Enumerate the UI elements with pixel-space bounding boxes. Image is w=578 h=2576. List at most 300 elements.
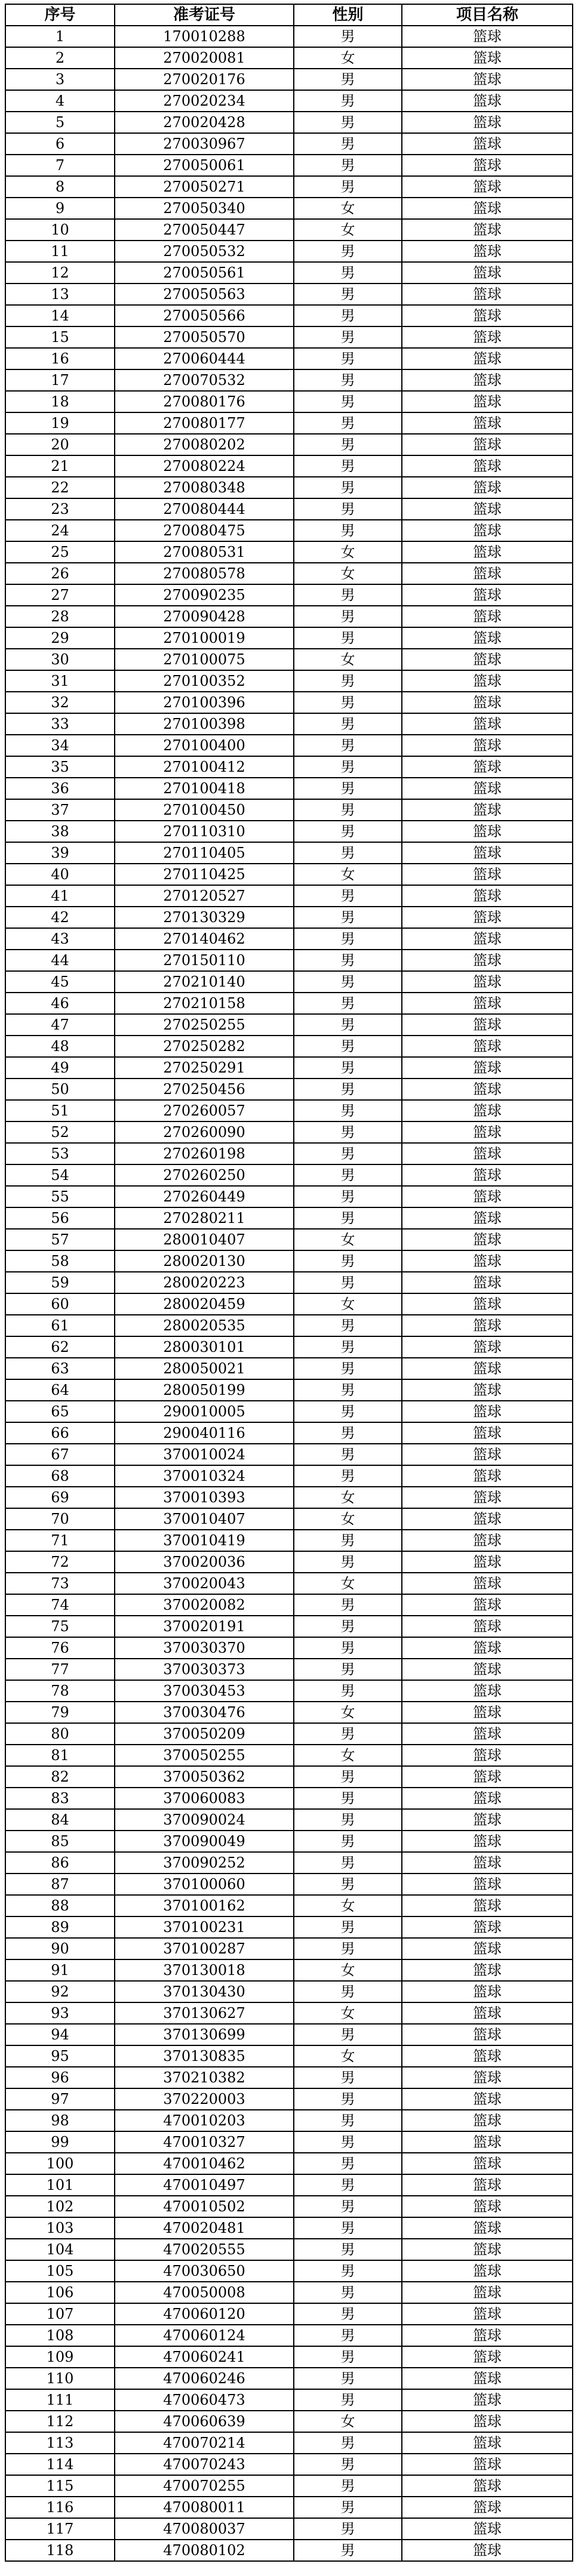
table-row xyxy=(5,2303,573,2325)
cell-gender: 男 xyxy=(294,2217,402,2239)
cell-exam-id: 470030650 xyxy=(115,2260,294,2282)
cell-exam-id: 270100396 xyxy=(115,692,294,713)
cell-gender: 男 xyxy=(294,1723,402,1745)
cell-gender: 女 xyxy=(294,1959,402,1981)
header-event: 项目名称 xyxy=(402,4,573,26)
table-row xyxy=(5,262,573,284)
cell-gender: 男 xyxy=(294,2239,402,2260)
cell-exam-id: 470010502 xyxy=(115,2196,294,2217)
cell-gender: 男 xyxy=(294,477,402,498)
cell-exam-id: 270110425 xyxy=(115,864,294,885)
cell-exam-id: 470080037 xyxy=(115,2518,294,2540)
cell-gender: 男 xyxy=(294,993,402,1014)
cell-exam-id: 370210382 xyxy=(115,2067,294,2088)
cell-event: 篮球 xyxy=(402,1100,573,1121)
cell-seq: 77 xyxy=(5,1659,115,1680)
cell-exam-id: 470060124 xyxy=(115,2325,294,2346)
cell-exam-id: 370130699 xyxy=(115,2024,294,2045)
cell-exam-id: 370010407 xyxy=(115,1508,294,1530)
table-row xyxy=(5,1207,573,1229)
cell-seq: 44 xyxy=(5,950,115,971)
cell-exam-id: 270210158 xyxy=(115,993,294,1014)
cell-exam-id: 370020036 xyxy=(115,1551,294,1573)
cell-gender: 男 xyxy=(294,627,402,649)
cell-exam-id: 370130627 xyxy=(115,2002,294,2024)
cell-event: 篮球 xyxy=(402,477,573,498)
cell-exam-id: 280020535 xyxy=(115,1315,294,1336)
cell-exam-id: 270120527 xyxy=(115,885,294,907)
cell-seq: 113 xyxy=(5,2432,115,2454)
cell-seq: 15 xyxy=(5,326,115,348)
cell-event: 篮球 xyxy=(402,369,573,391)
cell-exam-id: 270080202 xyxy=(115,434,294,455)
cell-exam-id: 470060639 xyxy=(115,2411,294,2432)
table-row xyxy=(5,2088,573,2110)
cell-seq: 94 xyxy=(5,2024,115,2045)
cell-seq: 68 xyxy=(5,1465,115,1487)
cell-exam-id: 370100287 xyxy=(115,1938,294,1959)
table-row xyxy=(5,1530,573,1551)
table-row xyxy=(5,2174,573,2196)
table-row xyxy=(5,90,573,112)
cell-gender: 男 xyxy=(294,1680,402,1702)
table-row xyxy=(5,864,573,885)
cell-exam-id: 270080578 xyxy=(115,563,294,584)
cell-gender: 男 xyxy=(294,176,402,198)
cell-exam-id: 470060241 xyxy=(115,2346,294,2368)
cell-event: 篮球 xyxy=(402,69,573,90)
cell-gender: 男 xyxy=(294,1250,402,1272)
table-row xyxy=(5,1272,573,1293)
cell-seq: 14 xyxy=(5,305,115,326)
cell-exam-id: 270030967 xyxy=(115,133,294,155)
cell-seq: 3 xyxy=(5,69,115,90)
table-row xyxy=(5,1100,573,1121)
table-row xyxy=(5,1186,573,1207)
cell-gender: 男 xyxy=(294,670,402,692)
cell-seq: 72 xyxy=(5,1551,115,1573)
cell-seq: 25 xyxy=(5,541,115,563)
cell-seq: 103 xyxy=(5,2217,115,2239)
cell-gender: 男 xyxy=(294,1272,402,1293)
cell-exam-id: 270090235 xyxy=(115,584,294,606)
cell-exam-id: 470070255 xyxy=(115,2475,294,2497)
cell-seq: 117 xyxy=(5,2518,115,2540)
cell-exam-id: 270250291 xyxy=(115,1057,294,1079)
cell-gender: 女 xyxy=(294,864,402,885)
cell-event: 篮球 xyxy=(402,1895,573,1916)
cell-exam-id: 270050570 xyxy=(115,326,294,348)
table-row xyxy=(5,1336,573,1358)
cell-exam-id: 280020459 xyxy=(115,1293,294,1315)
cell-gender: 男 xyxy=(294,1788,402,1809)
cell-exam-id: 470020555 xyxy=(115,2239,294,2260)
table-row xyxy=(5,434,573,455)
table-row xyxy=(5,713,573,735)
table-row xyxy=(5,928,573,950)
cell-event: 篮球 xyxy=(402,26,573,47)
roster-table xyxy=(5,4,573,2562)
table-row xyxy=(5,326,573,348)
cell-event: 篮球 xyxy=(402,1637,573,1659)
cell-event: 篮球 xyxy=(402,2497,573,2518)
cell-exam-id: 270100352 xyxy=(115,670,294,692)
cell-exam-id: 270100400 xyxy=(115,735,294,756)
cell-gender: 男 xyxy=(294,928,402,950)
cell-gender: 男 xyxy=(294,1551,402,1573)
cell-event: 篮球 xyxy=(402,735,573,756)
table-row xyxy=(5,649,573,670)
cell-exam-id: 270250456 xyxy=(115,1079,294,1100)
cell-seq: 74 xyxy=(5,1594,115,1616)
cell-seq: 106 xyxy=(5,2282,115,2303)
cell-event: 篮球 xyxy=(402,2067,573,2088)
cell-seq: 87 xyxy=(5,1874,115,1895)
cell-exam-id: 270080224 xyxy=(115,455,294,477)
cell-event: 篮球 xyxy=(402,670,573,692)
cell-event: 篮球 xyxy=(402,950,573,971)
cell-gender: 男 xyxy=(294,1530,402,1551)
cell-event: 篮球 xyxy=(402,1207,573,1229)
cell-seq: 38 xyxy=(5,821,115,842)
cell-exam-id: 280020130 xyxy=(115,1250,294,1272)
cell-event: 篮球 xyxy=(402,864,573,885)
cell-seq: 73 xyxy=(5,1573,115,1594)
table-row xyxy=(5,1014,573,1036)
table-row xyxy=(5,112,573,133)
cell-exam-id: 370030370 xyxy=(115,1637,294,1659)
cell-exam-id: 370010419 xyxy=(115,1530,294,1551)
cell-event: 篮球 xyxy=(402,1809,573,1831)
cell-event: 篮球 xyxy=(402,455,573,477)
table-row xyxy=(5,2217,573,2239)
table-row xyxy=(5,1874,573,1895)
table-row xyxy=(5,2131,573,2153)
cell-exam-id: 270260198 xyxy=(115,1143,294,1164)
cell-exam-id: 270260250 xyxy=(115,1164,294,1186)
table-row xyxy=(5,2475,573,2497)
cell-exam-id: 470070214 xyxy=(115,2432,294,2454)
cell-exam-id: 270050561 xyxy=(115,262,294,284)
cell-seq: 93 xyxy=(5,2002,115,2024)
cell-exam-id: 270100398 xyxy=(115,713,294,735)
table-row xyxy=(5,1229,573,1250)
cell-gender: 男 xyxy=(294,26,402,47)
table-row xyxy=(5,241,573,262)
cell-gender: 男 xyxy=(294,498,402,520)
cell-gender: 男 xyxy=(294,2475,402,2497)
cell-gender: 男 xyxy=(294,455,402,477)
table-row xyxy=(5,520,573,541)
cell-event: 篮球 xyxy=(402,2346,573,2368)
cell-gender: 女 xyxy=(294,1293,402,1315)
cell-seq: 56 xyxy=(5,1207,115,1229)
table-row xyxy=(5,1594,573,1616)
cell-exam-id: 270280211 xyxy=(115,1207,294,1229)
cell-exam-id: 270100418 xyxy=(115,778,294,799)
cell-event: 篮球 xyxy=(402,155,573,176)
cell-event: 篮球 xyxy=(402,1745,573,1766)
table-row xyxy=(5,1809,573,1831)
cell-seq: 59 xyxy=(5,1272,115,1293)
cell-event: 篮球 xyxy=(402,2196,573,2217)
cell-event: 篮球 xyxy=(402,2239,573,2260)
cell-seq: 85 xyxy=(5,1831,115,1852)
table-row xyxy=(5,541,573,563)
cell-gender: 女 xyxy=(294,649,402,670)
header-seq: 序号 xyxy=(5,4,115,26)
cell-gender: 男 xyxy=(294,692,402,713)
cell-event: 篮球 xyxy=(402,1079,573,1100)
cell-event: 篮球 xyxy=(402,1465,573,1487)
cell-seq: 20 xyxy=(5,434,115,455)
cell-gender: 女 xyxy=(294,1745,402,1766)
cell-gender: 女 xyxy=(294,1895,402,1916)
cell-seq: 64 xyxy=(5,1379,115,1401)
cell-exam-id: 370100162 xyxy=(115,1895,294,1916)
table-row xyxy=(5,1659,573,1680)
cell-seq: 67 xyxy=(5,1444,115,1465)
cell-event: 篮球 xyxy=(402,198,573,219)
cell-event: 篮球 xyxy=(402,1831,573,1852)
cell-event: 篮球 xyxy=(402,520,573,541)
cell-exam-id: 470010462 xyxy=(115,2153,294,2174)
cell-exam-id: 270050340 xyxy=(115,198,294,219)
cell-event: 篮球 xyxy=(402,2368,573,2389)
cell-exam-id: 370050255 xyxy=(115,1745,294,1766)
cell-event: 篮球 xyxy=(402,1659,573,1680)
cell-event: 篮球 xyxy=(402,1702,573,1723)
table-row xyxy=(5,1121,573,1143)
cell-gender: 男 xyxy=(294,1938,402,1959)
cell-gender: 男 xyxy=(294,756,402,778)
cell-gender: 男 xyxy=(294,2260,402,2282)
cell-exam-id: 270150110 xyxy=(115,950,294,971)
cell-seq: 114 xyxy=(5,2454,115,2475)
cell-event: 篮球 xyxy=(402,627,573,649)
cell-event: 篮球 xyxy=(402,885,573,907)
table-row xyxy=(5,2454,573,2475)
cell-gender: 男 xyxy=(294,2540,402,2561)
table-row xyxy=(5,1680,573,1702)
cell-exam-id: 470080102 xyxy=(115,2540,294,2561)
cell-gender: 男 xyxy=(294,885,402,907)
table-row xyxy=(5,2497,573,2518)
cell-seq: 49 xyxy=(5,1057,115,1079)
cell-exam-id: 370050209 xyxy=(115,1723,294,1745)
cell-event: 篮球 xyxy=(402,928,573,950)
table-row xyxy=(5,799,573,821)
cell-exam-id: 270050271 xyxy=(115,176,294,198)
cell-exam-id: 470010327 xyxy=(115,2131,294,2153)
table-row xyxy=(5,1938,573,1959)
cell-gender: 女 xyxy=(294,1702,402,1723)
cell-exam-id: 370100231 xyxy=(115,1916,294,1938)
cell-gender: 男 xyxy=(294,1379,402,1401)
cell-gender: 男 xyxy=(294,2153,402,2174)
cell-gender: 女 xyxy=(294,2411,402,2432)
cell-seq: 23 xyxy=(5,498,115,520)
cell-event: 篮球 xyxy=(402,2260,573,2282)
cell-event: 篮球 xyxy=(402,1616,573,1637)
cell-seq: 36 xyxy=(5,778,115,799)
cell-event: 篮球 xyxy=(402,1229,573,1250)
cell-exam-id: 370130835 xyxy=(115,2045,294,2067)
cell-gender: 男 xyxy=(294,1143,402,1164)
cell-event: 篮球 xyxy=(402,2303,573,2325)
table-row xyxy=(5,627,573,649)
cell-gender: 男 xyxy=(294,133,402,155)
table-row xyxy=(5,2153,573,2174)
cell-seq: 61 xyxy=(5,1315,115,1336)
cell-exam-id: 280050021 xyxy=(115,1358,294,1379)
cell-event: 篮球 xyxy=(402,541,573,563)
header-row xyxy=(5,4,573,26)
table-row xyxy=(5,756,573,778)
cell-gender: 男 xyxy=(294,1164,402,1186)
cell-event: 篮球 xyxy=(402,1293,573,1315)
cell-exam-id: 470060246 xyxy=(115,2368,294,2389)
table-row xyxy=(5,778,573,799)
cell-exam-id: 270140462 xyxy=(115,928,294,950)
cell-event: 篮球 xyxy=(402,1766,573,1788)
cell-exam-id: 270080348 xyxy=(115,477,294,498)
cell-seq: 109 xyxy=(5,2346,115,2368)
cell-seq: 42 xyxy=(5,907,115,928)
cell-event: 篮球 xyxy=(402,1014,573,1036)
cell-seq: 40 xyxy=(5,864,115,885)
cell-seq: 57 xyxy=(5,1229,115,1250)
cell-exam-id: 370030453 xyxy=(115,1680,294,1702)
table-row xyxy=(5,2110,573,2131)
cell-event: 篮球 xyxy=(402,842,573,864)
cell-seq: 101 xyxy=(5,2174,115,2196)
cell-gender: 男 xyxy=(294,1809,402,1831)
cell-seq: 112 xyxy=(5,2411,115,2432)
cell-exam-id: 270050532 xyxy=(115,241,294,262)
cell-seq: 115 xyxy=(5,2475,115,2497)
cell-exam-id: 270050563 xyxy=(115,284,294,305)
cell-seq: 65 xyxy=(5,1401,115,1422)
table-row xyxy=(5,1508,573,1530)
cell-seq: 28 xyxy=(5,606,115,627)
cell-exam-id: 470080011 xyxy=(115,2497,294,2518)
table-row xyxy=(5,1959,573,1981)
table-row xyxy=(5,670,573,692)
table-row xyxy=(5,2067,573,2088)
table-row xyxy=(5,2282,573,2303)
cell-seq: 104 xyxy=(5,2239,115,2260)
cell-gender: 女 xyxy=(294,219,402,241)
cell-gender: 男 xyxy=(294,391,402,412)
cell-gender: 男 xyxy=(294,1079,402,1100)
cell-event: 篮球 xyxy=(402,412,573,434)
cell-seq: 17 xyxy=(5,369,115,391)
cell-seq: 88 xyxy=(5,1895,115,1916)
cell-event: 篮球 xyxy=(402,1250,573,1272)
cell-gender: 男 xyxy=(294,241,402,262)
table-row xyxy=(5,2045,573,2067)
cell-event: 篮球 xyxy=(402,2282,573,2303)
cell-seq: 43 xyxy=(5,928,115,950)
cell-event: 篮球 xyxy=(402,1057,573,1079)
cell-gender: 女 xyxy=(294,1487,402,1508)
cell-exam-id: 270110405 xyxy=(115,842,294,864)
table-row xyxy=(5,1401,573,1422)
table-row xyxy=(5,2346,573,2368)
table-row xyxy=(5,1250,573,1272)
cell-exam-id: 270090428 xyxy=(115,606,294,627)
cell-gender: 男 xyxy=(294,1186,402,1207)
table-row xyxy=(5,2002,573,2024)
cell-event: 篮球 xyxy=(402,112,573,133)
cell-gender: 男 xyxy=(294,305,402,326)
cell-exam-id: 370010324 xyxy=(115,1465,294,1487)
table-row xyxy=(5,1637,573,1659)
table-row xyxy=(5,498,573,520)
cell-event: 篮球 xyxy=(402,1121,573,1143)
cell-gender: 男 xyxy=(294,1852,402,1874)
cell-event: 篮球 xyxy=(402,241,573,262)
cell-exam-id: 270020428 xyxy=(115,112,294,133)
cell-gender: 女 xyxy=(294,563,402,584)
cell-event: 篮球 xyxy=(402,2475,573,2497)
cell-event: 篮球 xyxy=(402,606,573,627)
cell-gender: 女 xyxy=(294,1573,402,1594)
cell-seq: 48 xyxy=(5,1036,115,1057)
cell-event: 篮球 xyxy=(402,2002,573,2024)
cell-event: 篮球 xyxy=(402,1186,573,1207)
cell-seq: 110 xyxy=(5,2368,115,2389)
cell-event: 篮球 xyxy=(402,1379,573,1401)
cell-event: 篮球 xyxy=(402,1315,573,1336)
cell-event: 篮球 xyxy=(402,1164,573,1186)
cell-seq: 111 xyxy=(5,2389,115,2411)
table-row xyxy=(5,735,573,756)
cell-gender: 男 xyxy=(294,1637,402,1659)
cell-gender: 男 xyxy=(294,520,402,541)
cell-gender: 男 xyxy=(294,1014,402,1036)
cell-exam-id: 280050199 xyxy=(115,1379,294,1401)
cell-event: 篮球 xyxy=(402,1874,573,1895)
cell-gender: 男 xyxy=(294,2368,402,2389)
cell-seq: 69 xyxy=(5,1487,115,1508)
cell-event: 篮球 xyxy=(402,1143,573,1164)
cell-event: 篮球 xyxy=(402,2389,573,2411)
cell-seq: 62 xyxy=(5,1336,115,1358)
cell-seq: 81 xyxy=(5,1745,115,1766)
cell-exam-id: 270100075 xyxy=(115,649,294,670)
table-row xyxy=(5,692,573,713)
cell-gender: 女 xyxy=(294,541,402,563)
cell-gender: 男 xyxy=(294,1315,402,1336)
cell-event: 篮球 xyxy=(402,2024,573,2045)
cell-seq: 30 xyxy=(5,649,115,670)
cell-seq: 89 xyxy=(5,1916,115,1938)
cell-exam-id: 470010497 xyxy=(115,2174,294,2196)
cell-gender: 男 xyxy=(294,606,402,627)
table-row xyxy=(5,1293,573,1315)
cell-gender: 男 xyxy=(294,369,402,391)
cell-exam-id: 270100019 xyxy=(115,627,294,649)
cell-event: 篮球 xyxy=(402,1444,573,1465)
cell-gender: 男 xyxy=(294,735,402,756)
cell-gender: 男 xyxy=(294,2454,402,2475)
cell-exam-id: 370020043 xyxy=(115,1573,294,1594)
cell-event: 篮球 xyxy=(402,1788,573,1809)
cell-gender: 男 xyxy=(294,2389,402,2411)
cell-gender: 男 xyxy=(294,971,402,993)
